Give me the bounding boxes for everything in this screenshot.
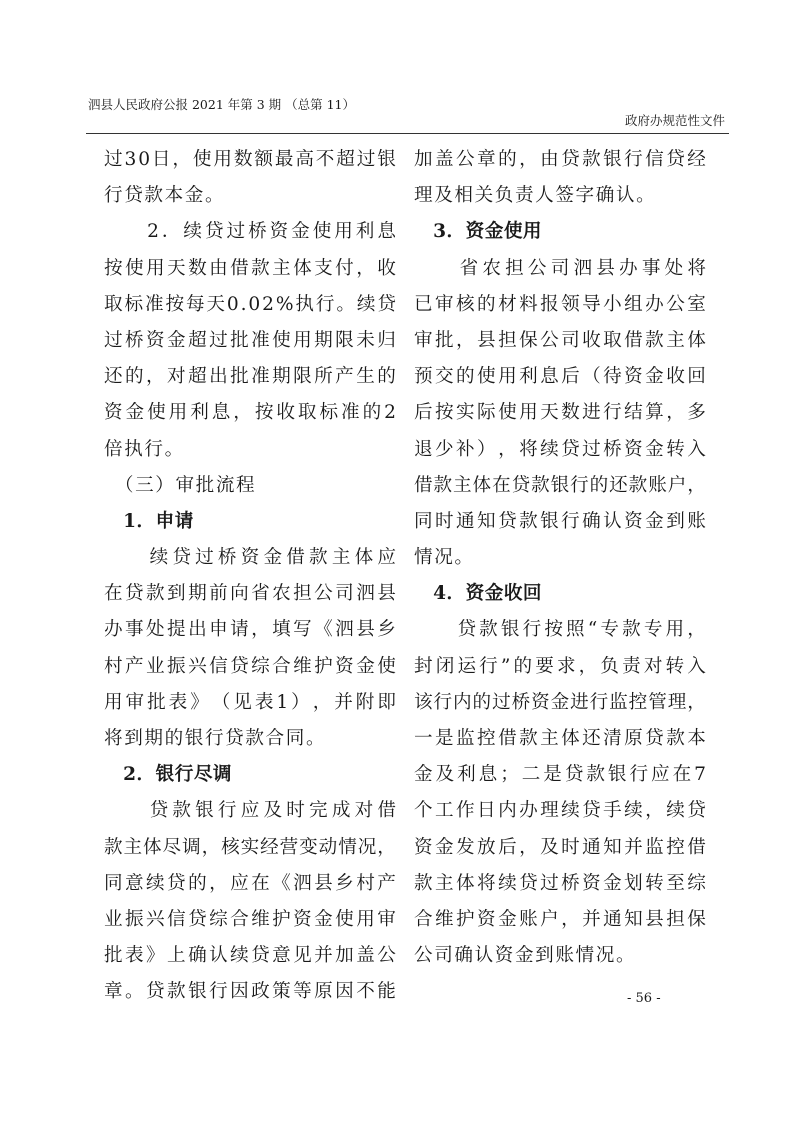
text-line: 按 使 用 天 数 由 借 款 主 体 支 付 ， 收 bbox=[104, 257, 396, 279]
text-line: 用 审 批 表 》 （ 见 表 1 ） ， 并 附 即 bbox=[104, 691, 396, 713]
header-title: 泗县人民政府公报 2021 年第 3 期 （总第 11） bbox=[88, 97, 356, 112]
text-line: 款 主 体 尽 调 ， 核 实 经 营 变 动 情 况 ， bbox=[104, 836, 396, 858]
text-line: 过 桥 资 金 超 过 批 准 使 用 期 限 未 归 bbox=[104, 329, 396, 351]
text-line: 批 表 》 上 确 认 续 贷 意 见 并 加 盖 公 bbox=[104, 945, 396, 967]
text-line: 款 主 体 将 续 贷 过 桥 资 金 划 转 至 综 bbox=[414, 872, 706, 894]
text-line: 还 的 ， 对 超 出 批 准 期 限 所 产 生 的 bbox=[104, 366, 396, 388]
header-divider bbox=[86, 133, 729, 134]
text-line: 贷 款 银 行 应 及 时 完 成 对 借 bbox=[149, 800, 396, 822]
text-line: 该 行 内 的 过 桥 资 金 进 行 监 控 管 理 ， bbox=[414, 691, 706, 713]
right-column bbox=[414, 142, 706, 974]
text-line: 将到期的银行贷款合同。 bbox=[104, 728, 327, 749]
text-line: 预 交 的 使 用 利 息 后 （ 待 资 金 收 回 bbox=[414, 366, 706, 388]
text-line: 封 闭 运 行 ” 的 要 求 ， 负 责 对 转 入 bbox=[414, 655, 706, 677]
text-line: 加 盖 公 章 的 ， 由 贷 款 银 行 信 贷 经 bbox=[414, 149, 706, 170]
section-heading: 4．资金收回 bbox=[414, 583, 543, 605]
text-line: 贷 款 银 行 按 照 “ 专 款 专 用 ， bbox=[457, 619, 706, 641]
text-line: 金 及 利 息 ； 二 是 贷 款 银 行 应 在 7 bbox=[414, 764, 706, 786]
text-line: 业 振 兴 信 贷 综 合 维 护 资 金 使 用 审 bbox=[104, 908, 396, 930]
section-heading: 2．银行尽调 bbox=[104, 764, 233, 786]
text-line: 资 金 使 用 利 息 ， 按 收 取 标 准 的 2 bbox=[104, 402, 396, 424]
text-line: 同 时 通 知 贷 款 银 行 确 认 资 金 到 账 bbox=[414, 510, 706, 532]
text-line: 同 意 续 贷 的 ， 应 在 《 泗 县 乡 村 产 bbox=[104, 872, 396, 894]
text-line: 合 维 护 资 金 账 户 ， 并 通 知 县 担 保 bbox=[414, 908, 706, 930]
text-line: 2 ． 续 贷 过 桥 资 金 使 用 利 息 bbox=[147, 221, 396, 243]
text-line: 章 。 贷 款 银 行 因 政 策 等 原 因 不 能 bbox=[104, 981, 396, 1003]
text-line: 资 金 发 放 后 ， 及 时 通 知 并 监 控 借 bbox=[414, 836, 706, 858]
text-line: 行贷款本金。 bbox=[104, 185, 226, 207]
text-line: 续 贷 过 桥 资 金 借 款 主 体 应 bbox=[149, 547, 396, 569]
text-line: 村 产 业 振 兴 信 贷 综 合 维 护 资 金 使 bbox=[104, 655, 396, 677]
text-line: 过 3 0 日 ， 使 用 数 额 最 高 不 超 过 银 bbox=[104, 149, 396, 170]
text-line: 理及相关负责人签字确认。 bbox=[414, 185, 657, 207]
page-number: - 56 - bbox=[627, 991, 661, 1006]
text-line: 情况。 bbox=[414, 547, 475, 569]
text-line: 省 农 担 公 司 泗 县 办 事 处 将 bbox=[459, 257, 706, 279]
text-line: 后 按 实 际 使 用 天 数 进 行 结 算 ， 多 bbox=[414, 402, 706, 424]
text-line: 取 标 准 按 每 天 0 . 0 2 % 执 行 。 续 贷 bbox=[104, 293, 396, 315]
text-line: 已 审 核 的 材 料 报 领 导 小 组 办 公 室 bbox=[414, 293, 706, 315]
text-line: 在 贷 款 到 期 前 向 省 农 担 公 司 泗 县 bbox=[104, 583, 396, 605]
left-column bbox=[104, 142, 396, 1011]
text-line: 公司确认资金到账情况。 bbox=[414, 945, 637, 967]
header-category: 政府办规范性文件 bbox=[624, 113, 725, 128]
section-heading: 3．资金使用 bbox=[414, 221, 543, 243]
text-line: （三）审批流程 bbox=[104, 474, 257, 496]
text-line: 借 款 主 体 在 贷 款 银 行 的 还 款 账 户 ， bbox=[414, 474, 706, 496]
text-line: 办 事 处 提 出 申 请 ， 填 写 《 泗 县 乡 bbox=[104, 619, 396, 641]
text-line: 一 是 监 控 借 款 主 体 还 清 原 贷 款 本 bbox=[414, 728, 706, 749]
text-line: 审 批 ， 县 担 保 公 司 收 取 借 款 主 体 bbox=[414, 329, 706, 351]
text-line: 退 少 补 ） ， 将 续 贷 过 桥 资 金 转 入 bbox=[414, 438, 706, 460]
text-line: 个 工 作 日 内 办 理 续 贷 手 续 ， 续 贷 bbox=[414, 800, 706, 822]
text-line: 倍执行。 bbox=[104, 438, 185, 460]
section-heading: 1．申请 bbox=[104, 510, 194, 532]
